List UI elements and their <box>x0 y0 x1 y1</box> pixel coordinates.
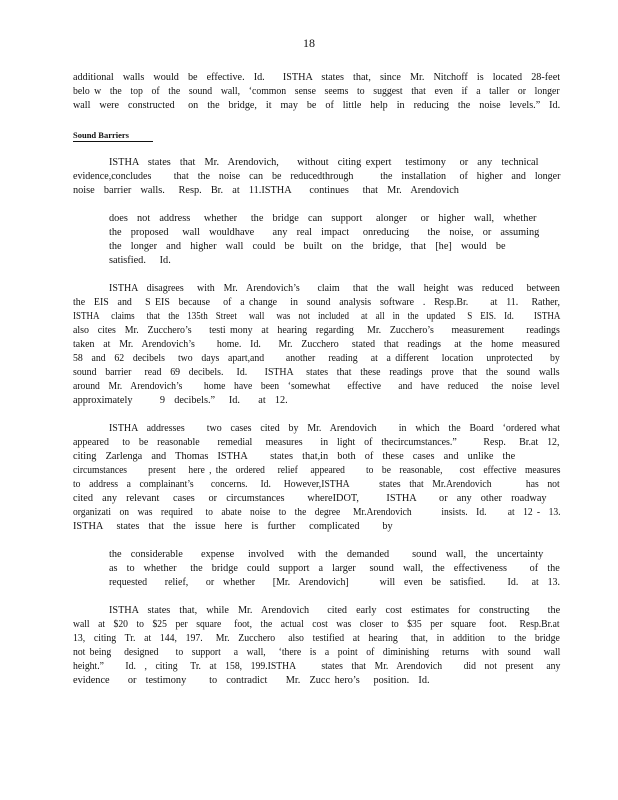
text-line: not being designed to support a wall, ‘there is a point of diminishing returns with sound wall <box>73 647 561 658</box>
text-line: approximately 9 decibels.” Id. at 12. <box>73 395 288 406</box>
text-line: cited any relevant cases or circumstances whereIDOT, ISTHA or any other roadway <box>73 493 547 504</box>
text-line: appeared to be reasonable remedial measures in light of thecircumstances.” Resp. Br.at 12, <box>73 437 560 448</box>
text-line: taken at Mr. Arendovich’s home. Id. Mr. Zucchero stated that readings at the home measured <box>73 339 560 350</box>
text-line: wall were constructed on the bridge, it may be of little help in reducing the noise levels.” Id. <box>73 100 561 111</box>
heading-underline <box>73 141 153 142</box>
text-line: ISTHA states that Mr. Arendovich, without citing expert testimony or any technical <box>109 157 539 168</box>
quote-line: does not address whether the bridge can support alonger or higher wall, whether <box>109 213 537 224</box>
quote-line: the considerable expense involved with the demanded sound wall, the uncertainty <box>109 549 544 560</box>
text-line: ISTHA states that the issue here is further complicated by <box>73 521 393 532</box>
quote-line: the longer and higher wall could be built on the bridge, that [he] would be <box>109 241 506 252</box>
text-line: additional walls would be effective. Id. ISTHA states that, since Mr. Nitchoff is located 28-feet <box>73 72 561 83</box>
text-line: ISTHA states that, while Mr. Arendovich cited early cost estimates for constructing the <box>109 605 561 616</box>
text-line: 13, citing Tr. at 144, 197. Mr. Zucchero also testified at hearing that, in addition to the bridge <box>73 633 560 644</box>
page-number: 18 <box>303 36 315 50</box>
text-line: ISTHA addresses two cases cited by Mr. Arendovich in which the Board ‘ordered what <box>109 423 561 434</box>
text-line: height.” Id. , citing Tr. at 158, 199.ISTHA states that Mr. Arendovich did not present any <box>73 661 561 672</box>
text-line: ISTHA disagrees with Mr. Arendovich’s claim that the wall height was reduced between <box>109 283 560 294</box>
text-line: sound barrier read 69 decibels. Id. ISTHA states that these readings prove that the sound walls <box>73 367 560 378</box>
text-line: evidence or testimony to contradict Mr. Zucc hero’s position. Id. <box>73 675 430 686</box>
text-line: circumstances present here , the ordered relief appeared to be reasonable, cost effective measures <box>73 465 561 476</box>
text-line: ISTHA claims that the 135th Street wall was not included at all in the updated S EIS. Id. ISTHA <box>73 311 561 322</box>
quote-line: as to whether the bridge could support a larger sound wall, the effectiveness of the <box>109 563 560 574</box>
text-line: wall at $20 to $25 per square foot, the actual cost was closer to $35 per square foot. Resp.Br.at <box>73 619 560 630</box>
quote-line: the proposed wall wouldhave any real impact onreducing the noise, or assuming <box>109 227 540 238</box>
text-line: around Mr. Arendovich’s home have been ‘somewhat effective and have reduced the noise level <box>73 381 560 392</box>
section-heading: Sound Barriers <box>73 130 129 140</box>
text-line: the EIS and S EIS because of a change in sound analysis software . Resp.Br. at 11. Rather, <box>73 297 560 308</box>
text-line: 58 and 62 decibels two days apart,and another reading at a different location unprotected by <box>73 353 560 364</box>
quote-line: satisfied. Id. <box>109 255 171 266</box>
text-line: organizati on was required to abate noise to the degree Mr.Arendovich insists. Id. at 12 - 13. <box>73 507 561 518</box>
text-line: noise barrier walls. Resp. Br. at 11.ISTHA continues that Mr. Arendovich <box>73 185 459 196</box>
text-line: citing Zarlenga and Thomas ISTHA states that,in both of these cases and unlike the <box>73 451 516 462</box>
text-line: belo w the top of the sound wall, ‘common sense seems to suggest that even if a taller or longer <box>73 86 560 97</box>
text-line: to address a complainant’s concerns. Id. However,ISTHA states that Mr.Arendovich has not <box>73 479 560 490</box>
quote-line: requested relief, or whether [Mr. Arendovich] will even be satisfied. Id. at 13. <box>109 577 561 588</box>
text-line: evidence,concludes that the noise can be reducedthrough the installation of higher and longer <box>73 171 561 182</box>
text-line: also cites Mr. Zucchero’s testi mony at hearing regarding Mr. Zucchero’s measurement readings <box>73 325 560 336</box>
